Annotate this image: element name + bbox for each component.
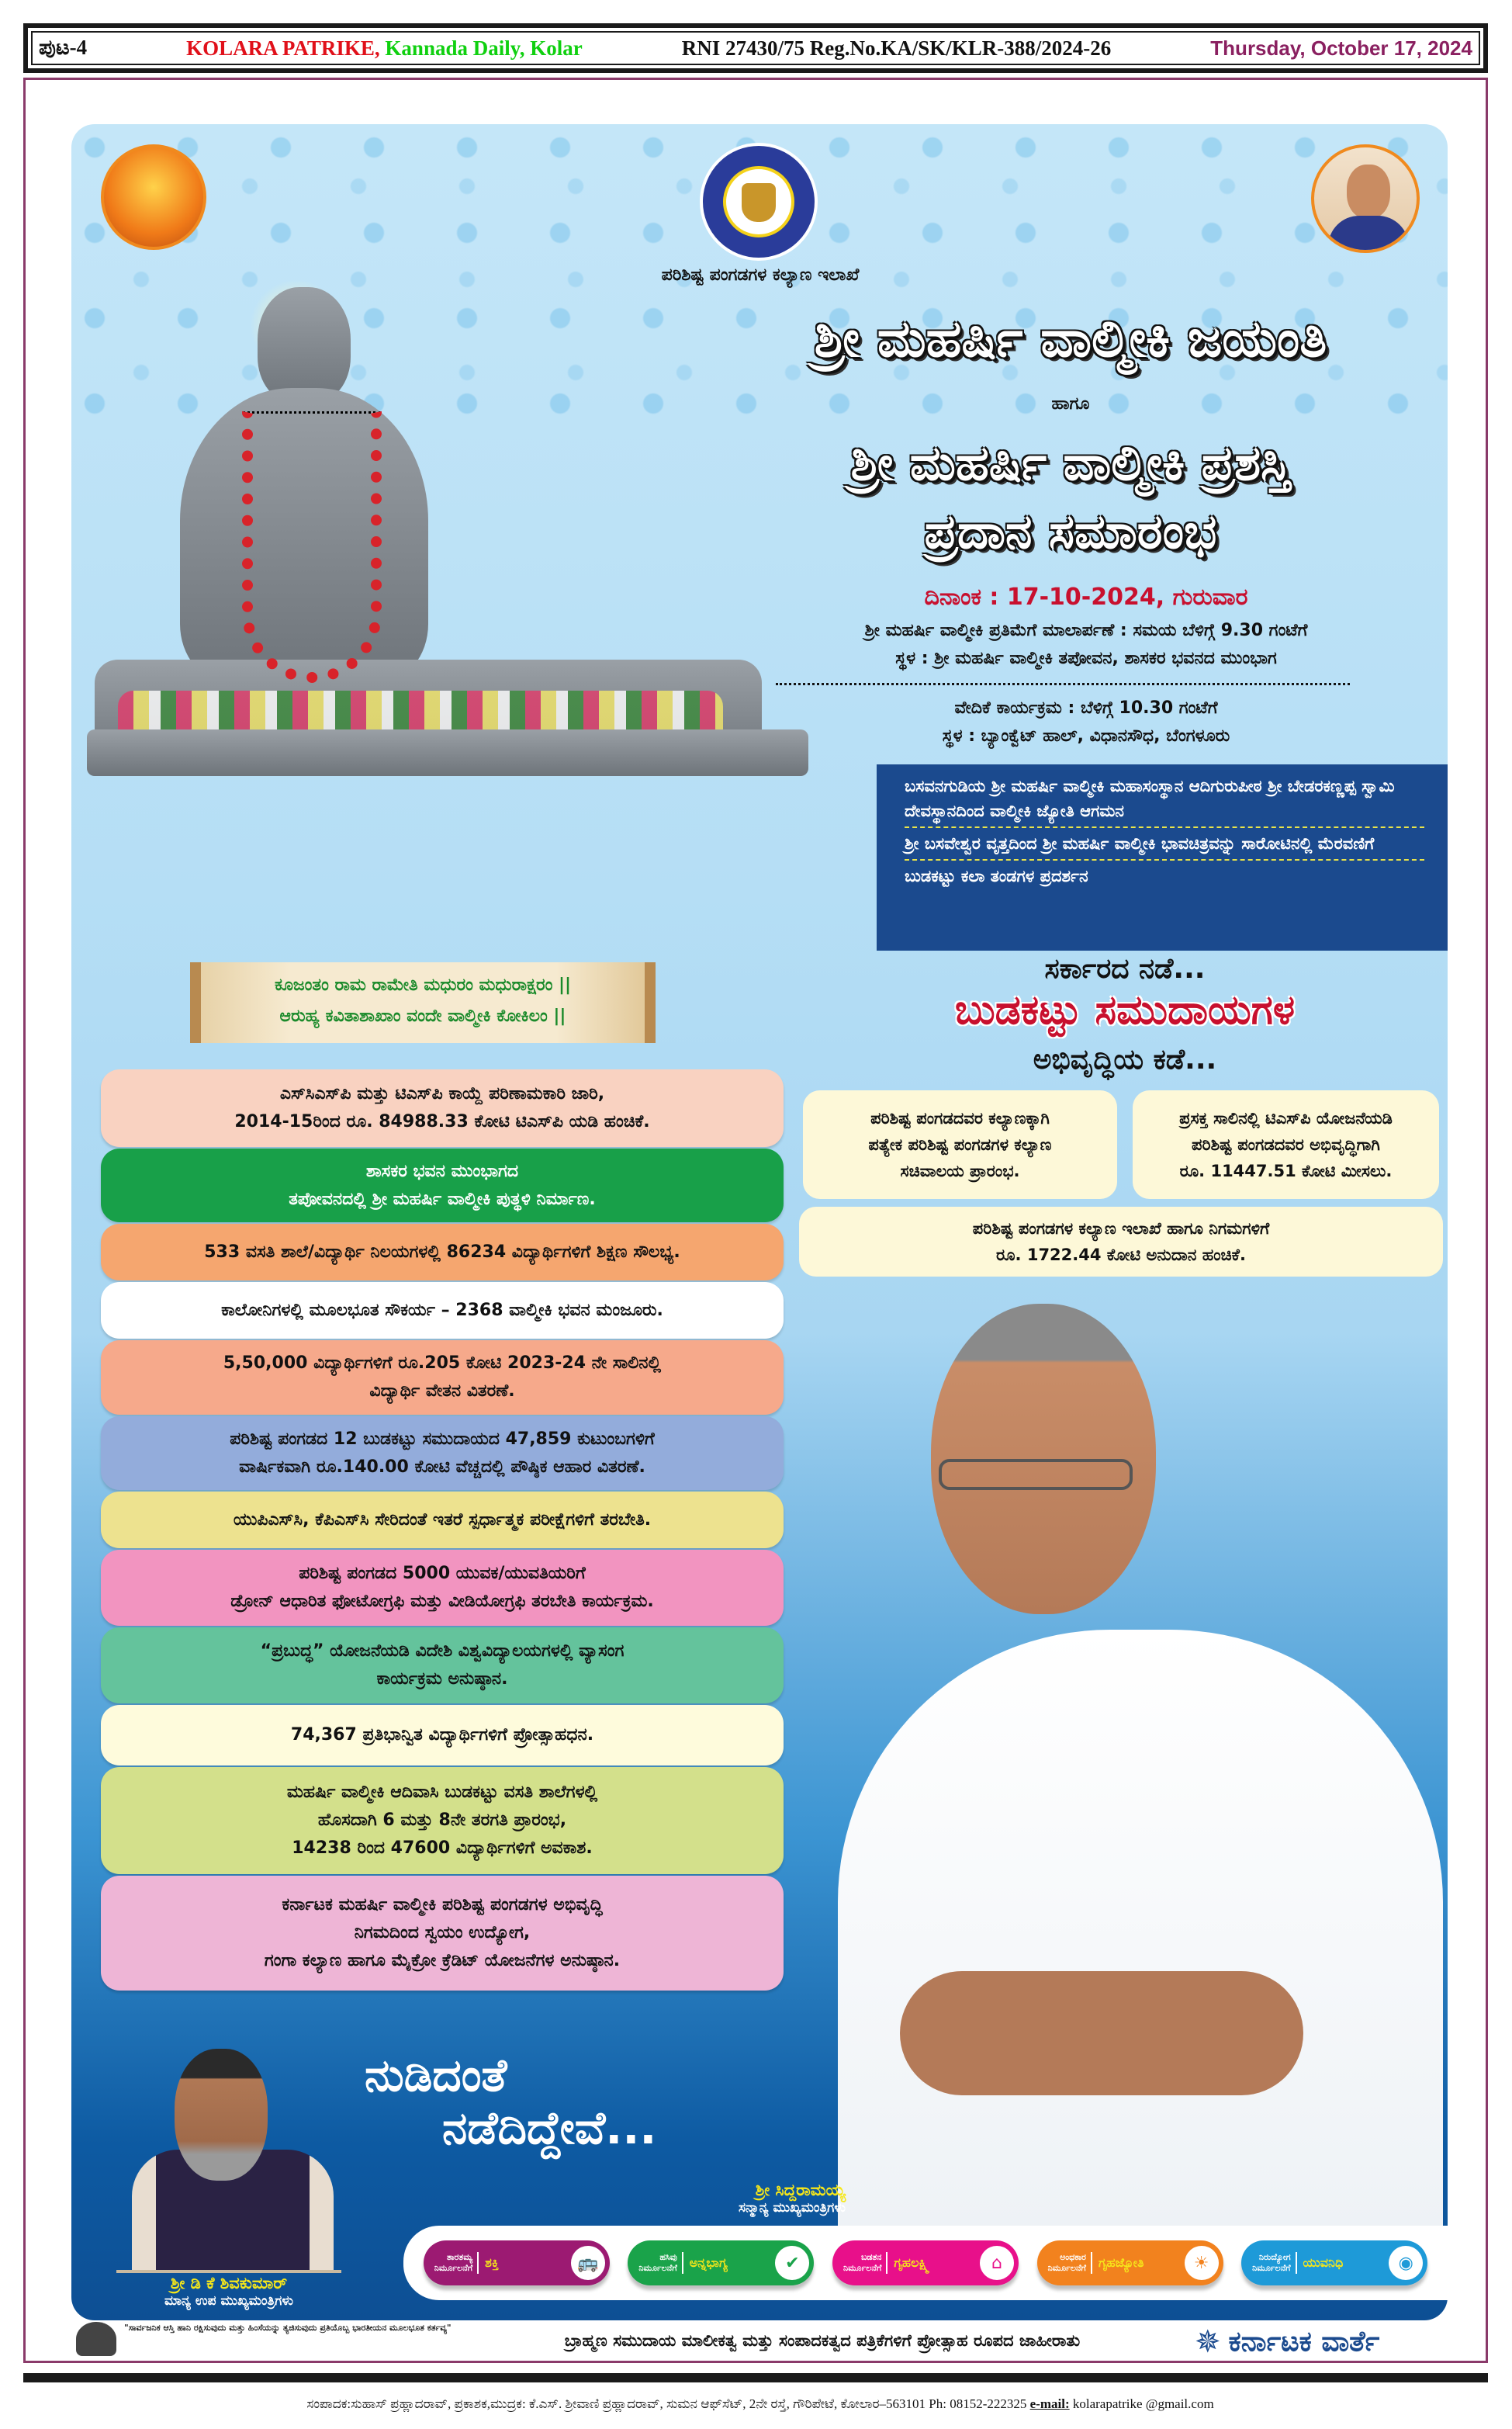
cm-name: ಶ್ರೀ ಸಿದ್ದರಾಮಯ್ಯ (755, 2181, 846, 2199)
guarantee-2 (628, 2240, 814, 2285)
event-item: ಬಸವನಗುಡಿಯ ಶ್ರೀ ಮಹರ್ಷಿ ವಾಲ್ಮೀಕಿ ಮಹಾಸಂಸ್ಥಾನ ಆದಿಗುರುಪೀಠ ಶ್ರೀ ಬೇಡರಕಣ್ಣಪ್ಪ ಸ್ವಾಮಿ ದೇವಸ್ಥಾನದಿಂದ ವಾಲ್ಮೀಕಿ ಜ್ಯೋತಿ ಆಗಮನ (905, 771, 1424, 828)
newspaper-desc: Kannada Daily, Kolar (385, 36, 583, 60)
achievement-item: 533 ವಸತಿ ಶಾಲೆ/ವಿದ್ಯಾರ್ಥಿ ನಿಲಯಗಳಲ್ಲಿ 86234 ವಿದ್ಯಾರ್ಥಿಗಳಿಗೆ ಶಿಕ್ಷಣ ಸೌಲಭ್ಯ. (101, 1224, 784, 1280)
page-number: ಪುಟ-4 (39, 36, 88, 59)
karnataka-varthe-text: ಕರ್ನಾಟಕ ವಾರ್ತೆ (1228, 2326, 1380, 2358)
chief-minister-photo (745, 1304, 1448, 2235)
achievement-item: ಯುಪಿಎಸ್‌ಸಿ, ಕೆಪಿಎಸ್‌ಸಿ ಸೇರಿದಂತೆ ಇತರೆ ಸ್ಪರ್ಧಾತ್ಮಕ ಪರೀಕ್ಷೆಗಳಿಗೆ ತರಬೇತಿ. (101, 1492, 784, 1548)
bulb-icon: ☀ (1185, 2246, 1219, 2280)
imprint-line (39, 2396, 1482, 2412)
highlight-box: ಪರಿಶಿಷ್ಟ ಪಂಗಡದವರ ಕಲ್ಯಾಣಕ್ಕಾಗಿ ಪತ್ಯೇಕ ಪರಿಶಿಷ್ಟ ಪಂಗಡಗಳ ಕಲ್ಯಾಣ ಸಚಿವಾಲಯ ಪ್ರಾರಂಭ. (803, 1090, 1117, 1199)
guarantee-tagline: ಅಂಧಕಾರ ನಿರ್ಮೂಲನೆಗೆ (1048, 2252, 1092, 2274)
guarantee-tagline: ತಾರತಮ್ಯ ನಿರ್ಮೂಲನೆಗೆ (434, 2252, 479, 2274)
title-and: ಹಾಗೂ (1051, 394, 1090, 414)
valmiki-statue-image (71, 256, 878, 1040)
achievement-item: “ಪ್ರಬುದ್ಧ” ಯೋಜನೆಯಡಿ ವಿದೇಶಿ ವಿಶ್ವವಿದ್ಯಾಲಯಗಳಲ್ಲಿ ವ್ಯಾಸಂಗ ಕಾರ್ಯಕ್ರಮ ಅನುಷ್ಠಾನ. (101, 1627, 784, 1703)
home-icon: ⌂ (980, 2246, 1014, 2280)
bus-icon: 🚌 (571, 2246, 605, 2280)
department-name: ಪರಿಶಿಷ್ಟ ಪಂಗಡಗಳ ಕಲ್ಯಾಣ ಇಲಾಖೆ (661, 265, 860, 285)
shloka-line: ಆರುಹ್ಯ ಕವಿತಾಶಾಖಾಂ ವಂದೇ ವಾಲ್ಮೀಕಿ ಕೋಕಿಲಂ || (279, 1007, 566, 1026)
valmiki-portrait-image (101, 144, 206, 250)
achievement-item: 5,50,000 ವಿದ್ಯಾರ್ಥಿಗಳಿಗೆ ರೂ.205 ಕೋಟಿ 2023-24 ನೇ ಸಾಲಿನಲ್ಲಿ ವಿದ್ಯಾರ್ಥಿ ವೇತನ ವಿತರಣೆ. (101, 1340, 784, 1415)
govt-step-heading: ಸರ್ಕಾರದ ನಡೆ... (1044, 953, 1206, 985)
guarantee-tagline: ಬಡತನ ನಿರ್ಮೂಲನೆಗೆ (843, 2252, 887, 2274)
imprint-text: ಸಂಪಾದಕ:ಸುಹಾಸ್ ಪ್ರಹ್ಲಾದರಾವ್, ಪ್ರಕಾಶಕ,ಮುದ್ರಕ: ಕೆ.ಎಸ್. ಶ್ರೀವಾಣಿ ಪ್ರಹ್ಲಾದರಾವ್, ಸುಮನ ಆಫ್‌ಸೆಟ್, 2ನೇ ರಸ್ತೆ, ಗೌರಿಪೇಟೆ, ಕೋಲಾರ–563101 Ph: 08152-222325 (306, 2396, 1030, 2411)
guarantee-name: ಗೃಹಲಕ್ಷ್ಮಿ (894, 2255, 929, 2270)
event-item: ಬುಡಕಟ್ಟು ಕಲಾ ತಂಡಗಳ ಪ್ರದರ್ಶನ (905, 867, 1088, 885)
slogan-line-1: ನುಡಿದಂತೆ (365, 2049, 507, 2102)
achievement-item: ಶಾಸಕರ ಭವನ ಮುಂಭಾಗದ ತಪೋವನದಲ್ಲಿ ಶ್ರೀ ಮಹರ್ಷಿ ವಾಲ್ಮೀಕಿ ಪುತ್ಥಳಿ ನಿರ್ಮಾಣ. (101, 1149, 784, 1222)
guarantee-3 (832, 2240, 1019, 2285)
title-jayanti: ಶ್ರೀ ಮಹರ್ಷಿ ವಾಲ್ಮೀಕಿ ಜಯಂತಿ (814, 309, 1327, 369)
events-box (877, 764, 1448, 951)
civic-duty-quote: "ಸಾರ್ವಜನಿಕ ಆಸ್ತಿ ಹಾನಿ ರಕ್ಷಿಸುವುದು ಮತ್ತು ಹಿಂಸೆಯನ್ನು ತ್ಯಜಿಸುವುದು ಪ್ರತಿಯೊಬ್ಬ ಭಾರತೀಯನ ಮೂಲಭೂತ ಕರ್ತವ್ಯ" (124, 2323, 452, 2333)
shloka-line: ಕೂಜಂತಂ ರಾಮ ರಾಮೇತಿ ಮಧುರಂ ಮಧುರಾಕ್ಷರಂ || (274, 975, 572, 995)
guarantee-name: ಯುವನಿಧಿ (1303, 2255, 1344, 2270)
deputy-cm-photo (116, 2049, 341, 2270)
achievement-item: ಕಾಲೋನಿಗಳಲ್ಲಿ ಮೂಲಭೂತ ಸೌಕರ್ಯ – 2368 ವಾಲ್ಮೀಕಿ ಭವನ ಮಂಜೂರು. (101, 1282, 784, 1339)
email-label: e-mail: (1029, 2396, 1070, 2411)
achievement-item: ಪರಿಶಿಷ್ಟ ಪಂಗಡದ 5000 ಯುವಕ/ಯುವತಿಯರಿಗೆ ಡ್ರೋನ್ ಆಧಾರಿತ ಫೋಟೋಗ್ರಫಿ ಮತ್ತು ವೀಡಿಯೋಗ್ರಫಿ ತರಬೇತಿ ಕಾರ್ಯಕ್ರಮ. (101, 1550, 784, 1626)
ambedkar-portrait-image (1311, 144, 1420, 253)
development-heading: ಅಭಿವೃದ್ಧಿಯ ಕಡೆ... (1033, 1044, 1217, 1076)
guarantee-5 (1241, 2240, 1427, 2285)
highlight-box: ಪ್ರಸಕ್ತ ಸಾಲಿನಲ್ಲಿ ಟಿಎಸ್‌ಪಿ ಯೋಜನೆಯಡಿ ಪರಿಶಿಷ್ಟ ಪಂಗಡದವರ ಅಭಿವೃದ್ಧಿಗಾಗಿ ರೂ. 11447.51 ಕೋಟಿ ಮೀಸಲು. (1133, 1090, 1439, 1199)
email-address: kolarapatrike @gmail.com (1069, 2396, 1214, 2411)
event-date: ದಿನಾಂಕ : 17-10-2024, ಗುರುವಾರ (924, 584, 1248, 611)
guarantee-tagline: ನಿರುದ್ಯೋಗ ನಿರ್ಮೂಲನೆಗೆ (1252, 2252, 1296, 2274)
karnataka-varthe-logo (1195, 2320, 1451, 2364)
guarantee-1 (424, 2240, 610, 2285)
deputy-cm-role: ಮಾನ್ಯ ಉಪ ಮುಖ್ಯಮಂತ್ರಿಗಳು (164, 2293, 293, 2309)
guarantee-name: ಗೃಹಜ್ಯೋತಿ (1098, 2255, 1144, 2270)
masthead (23, 23, 1488, 73)
stage-time: ವೇದಿಕೆ ಕಾರ್ಯಕ್ರಮ : ಬೆಳಿಗ್ಗೆ 10.30 ಗಂಟೆಗೆ (954, 698, 1218, 718)
guarantee-schemes-strip (403, 2226, 1448, 2300)
rice-icon: ✔ (775, 2246, 809, 2280)
guarantee-4 (1037, 2240, 1223, 2285)
karnataka-govt-emblem-logo (700, 143, 818, 261)
eye-icon: ◉ (1389, 2246, 1423, 2280)
achievement-item: ಪರಿಶಿಷ್ಟ ಪಂಗಡದ 12 ಬುಡಕಟ್ಟು ಸಮುದಾಯದ 47,859 ಕುಟುಂಬಗಳಿಗೆ ವಾರ್ಷಿಕವಾಗಿ ರೂ.140.00 ಕೋಟಿ ವೆಚ್ಚದಲ್ಲಿ ಪೌಷ್ಠಿಕ ಆಹಾರ ವಿತರಣೆ. (101, 1416, 784, 1490)
stage-venue: ಸ್ಥಳ : ಬ್ಯಾಂಕ್ವೆಟ್ ಹಾಲ್, ವಿಧಾನಸೌಧ, ಬೆಂಗಳೂರು (942, 726, 1230, 746)
footer-bar (23, 2373, 1488, 2382)
guarantee-name: ಅನ್ನಭಾಗ್ಯ (689, 2255, 728, 2270)
deputy-cm-caption (101, 2274, 357, 2309)
title-award: ಶ್ರೀ ಮಹರ್ಷಿ ವಾಲ್ಮೀಕಿ ಪ್ರಶಸ್ತಿ (850, 435, 1291, 491)
guarantee-name: ಶಕ್ತಿ (485, 2255, 499, 2270)
tribal-communities-heading: ಬುಡಕಟ್ಟು ಸಮುದಾಯಗಳ (954, 987, 1296, 1034)
achievement-item: ಮಹರ್ಷಿ ವಾಲ್ಮೀಕಿ ಆದಿವಾಸಿ ಬುಡಕಟ್ಟು ವಸತಿ ಶಾಲೆಗಳಲ್ಲಿ ಹೊಸದಾಗಿ 6 ಮತ್ತು 8ನೇ ತರಗತಿ ಪ್ರಾರಂಭ, 14238 ರಿಂದ 47600 ವಿದ್ಯಾರ್ಥಿಗಳಿಗೆ ಅವಕಾಶ. (101, 1767, 784, 1874)
deputy-cm-name: ಶ್ರೀ ಡಿ ಕೆ ಶಿವಕುಮಾರ್ (170, 2274, 288, 2292)
newspaper-name: KOLARA PATRIKE, (186, 36, 380, 60)
issue-date: Thursday, October 17, 2024 (1210, 36, 1472, 60)
achievement-item: ಎಸ್‌ಸಿಎಸ್‌ಪಿ ಮತ್ತು ಟಿಎಸ್‌ಪಿ ಕಾಯ್ದೆ ಪರಿಣಾಮಕಾರಿ ಜಾರಿ, 2014-15ರಿಂದ ರೂ. 84988.33 ಕೋಟಿ ಟಿಎಸ್‌ಪಿ ಯಡಿ ಹಂಚಿಕೆ. (101, 1069, 784, 1147)
event-item: ಶ್ರೀ ಬಸವೇಶ್ವರ ವೃತ್ತದಿಂದ ಶ್ರೀ ಮಹರ್ಷಿ ವಾಲ್ಮೀಕಿ ಭಾವಚಿತ್ರವನ್ನು ಸಾರೋಟಿನಲ್ಲಿ ಮೆರವಣಿಗೆ (905, 828, 1424, 861)
garland-time: ಶ್ರೀ ಮಹರ್ಷಿ ವಾಲ್ಮೀಕಿ ಪ್ರತಿಮೆಗೆ ಮಾಲಾರ್ಪಣೆ : ಸಮಯ ಬೆಳಿಗ್ಗೆ 9.30 ಗಂಟೆಗೆ (864, 621, 1308, 640)
ad-disclaimer: ಬ್ರಾಹ್ಮಣ ಸಮುದಾಯ ಮಾಲೀಕತ್ವ ಮತ್ತು ಸಂಪಾದಕತ್ವದ ಪತ್ರಿಕೆಗಳಿಗೆ ಪ್ರೋತ್ಸಾಹ ರೂಪದ ಜಾಹೀರಾತು (564, 2331, 1081, 2350)
achievement-item: ಕರ್ನಾಟಕ ಮಹರ್ಷಿ ವಾಲ್ಮೀಕಿ ಪರಿಶಿಷ್ಟ ಪಂಗಡಗಳ ಅಭಿವೃದ್ಧಿ ನಿಗಮದಿಂದ ಸ್ವಯಂ ಉದ್ಯೋಗ, ಗಂಗಾ ಕಲ್ಯಾಣ ಹಾಗೂ ಮೈಕ್ರೋ ಕ್ರೆಡಿಟ್ ಯೋಜನೆಗಳ ಅನುಷ್ಠಾನ. (101, 1876, 784, 1991)
shloka-scroll (190, 962, 656, 1043)
cm-role: ಸನ್ಮಾನ್ಯ ಮುಖ್ಯಮಂತ್ರಿಗಳು (738, 2200, 846, 2216)
parliament-emblem-icon (76, 2322, 116, 2356)
chakra-icon: ✵ (1195, 2324, 1221, 2360)
title-ceremony: ಪ್ರದಾನ ಸಮಾರಂಭ (924, 503, 1217, 560)
highlight-box: ಪರಿಶಿಷ್ಟ ಪಂಗಡಗಳ ಕಲ್ಯಾಣ ಇಲಾಖೆ ಹಾಗೂ ನಿಗಮಗಳಿಗೆ ರೂ. 1722.44 ಕೋಟಿ ಅನುದಾನ ಹಂಚಿಕೆ. (799, 1207, 1443, 1277)
cm-caption (644, 2181, 846, 2216)
garland-venue: ಸ್ಥಳ : ಶ್ರೀ ಮಹರ್ಷಿ ವಾಲ್ಮೀಕಿ ತಪೋವನ, ಶಾಸಕರ ಭವನದ ಮುಂಭಾಗ (895, 649, 1277, 668)
slogan-line-2: ನಡೆದಿದ್ದೇವೆ... (442, 2102, 657, 2154)
registration-number: RNI 27430/75 Reg.No.KA/SK/KLR-388/2024-26 (681, 36, 1112, 60)
slogan (365, 2049, 656, 2154)
guarantee-tagline: ಹಸಿವು ನಿರ್ಮೂಲನೆಗೆ (638, 2252, 683, 2274)
achievement-item: 74,367 ಪ್ರತಿಭಾನ್ವಿತ ವಿದ್ಯಾರ್ಥಿಗಳಿಗೆ ಪ್ರೋತ್ಸಾಹಧನ. (101, 1705, 784, 1765)
